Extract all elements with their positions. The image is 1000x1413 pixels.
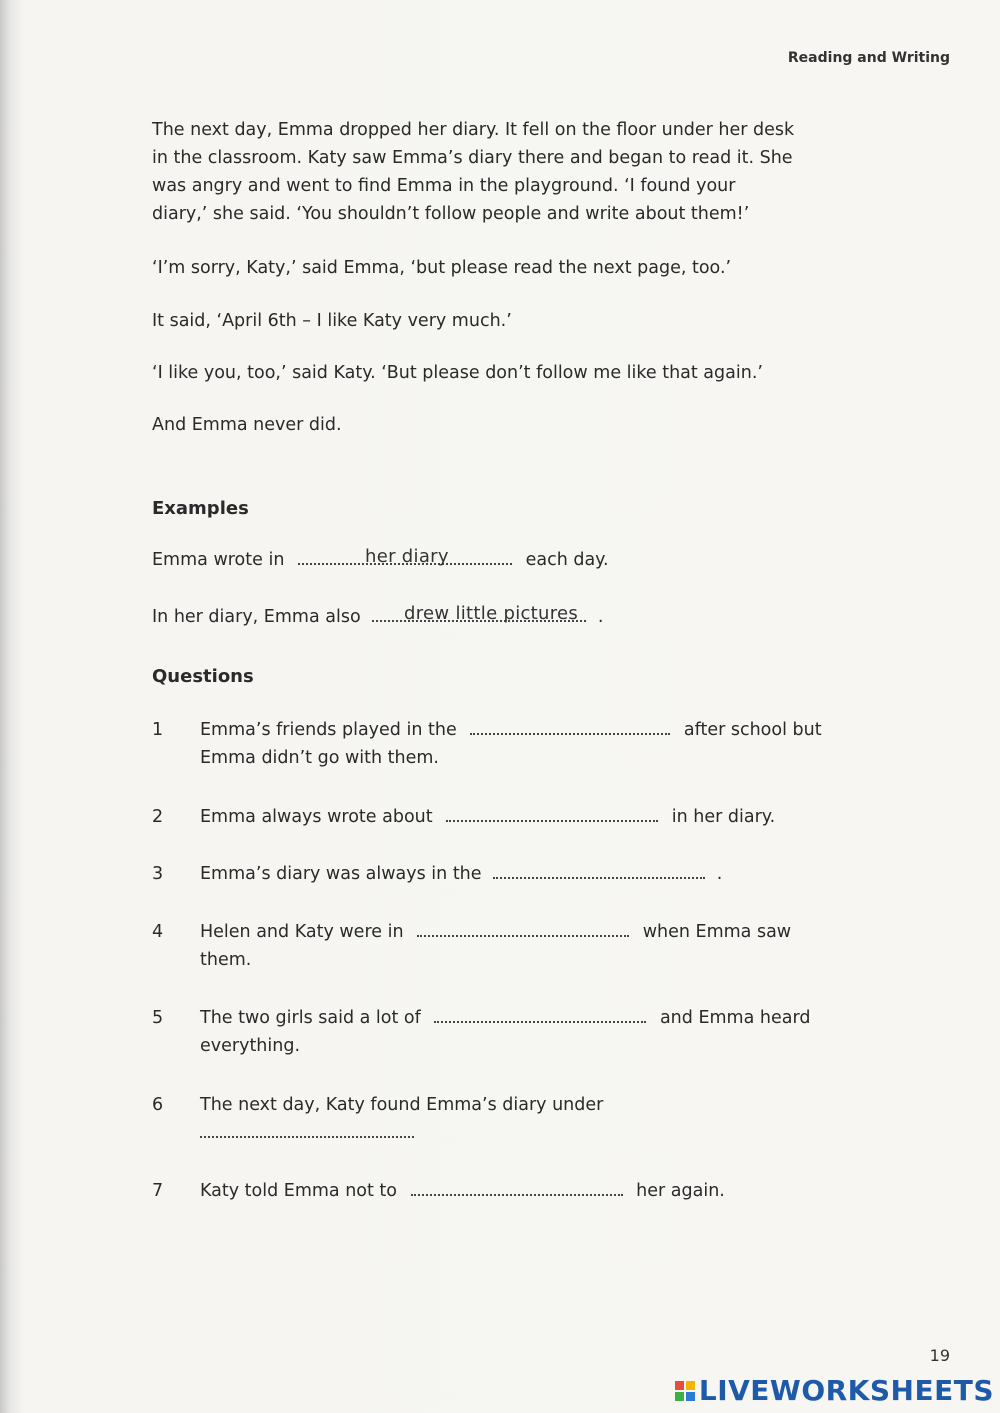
story-line: in the classroom. Katy saw Emma’s diary there and began to read it. She bbox=[152, 148, 793, 168]
story-line: was angry and went to find Emma in the playground. ‘I found your bbox=[152, 176, 736, 196]
question-2 bbox=[152, 803, 872, 831]
story-paragraph-1 bbox=[152, 116, 872, 228]
question-number: 2 bbox=[152, 807, 164, 827]
answer-blank-4[interactable] bbox=[417, 934, 629, 937]
question-text-after: in her diary. bbox=[671, 807, 776, 827]
question-text-after: her again. bbox=[636, 1181, 725, 1201]
story-line: The next day, Emma dropped her diary. It fell on the floor under her desk bbox=[152, 120, 795, 140]
question-text-after: and Emma heard bbox=[659, 1008, 811, 1028]
example-2-after: . bbox=[597, 607, 604, 627]
question-text: The two girls said a lot of bbox=[200, 1008, 421, 1028]
question-text: The next day, Katy found Emma’s diary under bbox=[200, 1095, 604, 1115]
question-number: 6 bbox=[152, 1095, 164, 1115]
liveworksheets-logo[interactable] bbox=[675, 1374, 994, 1407]
question-number: 5 bbox=[152, 1008, 164, 1028]
logo-squares-icon bbox=[675, 1381, 695, 1401]
question-4 bbox=[152, 918, 872, 974]
example-1-answer: her diary bbox=[365, 546, 449, 567]
question-number: 3 bbox=[152, 864, 164, 884]
examples-heading: Examples bbox=[152, 498, 249, 519]
question-text: Katy told Emma not to bbox=[200, 1181, 398, 1201]
question-6 bbox=[152, 1091, 872, 1147]
question-text-after: when Emma saw bbox=[642, 922, 792, 942]
example-2-text: In her diary, Emma also bbox=[152, 607, 361, 627]
example-1-after: each day. bbox=[525, 550, 609, 570]
question-number: 7 bbox=[152, 1181, 164, 1201]
section-header: Reading and Writing bbox=[787, 50, 950, 66]
question-text: Emma’s friends played in the bbox=[200, 720, 457, 740]
question-7 bbox=[152, 1177, 872, 1205]
page-number: 19 bbox=[929, 1346, 950, 1365]
story-line: diary,’ she said. ‘You shouldn’t follow people and write about them!’ bbox=[152, 204, 750, 224]
story-paragraph-2: ‘I’m sorry, Katy,’ said Emma, ‘but please read the next page, too.’ bbox=[152, 258, 732, 278]
story-paragraph-4: ‘I like you, too,’ said Katy. ‘But please don’t follow me like that again.’ bbox=[152, 363, 763, 383]
question-text-line2: Emma didn’t go with them. bbox=[200, 748, 439, 768]
question-text: Emma’s diary was always in the bbox=[200, 864, 482, 884]
question-text: Helen and Katy were in bbox=[200, 922, 404, 942]
question-3 bbox=[152, 860, 872, 888]
question-text-after: . bbox=[716, 864, 723, 884]
logo-text: LIVEWORKSHEETS bbox=[698, 1374, 994, 1407]
question-text-after: after school but bbox=[683, 720, 822, 740]
answer-blank-2[interactable] bbox=[446, 819, 658, 822]
question-text-line2: everything. bbox=[200, 1036, 301, 1056]
story-paragraph-3: It said, ‘April 6th – I like Katy very much.’ bbox=[152, 311, 512, 331]
answer-blank-3[interactable] bbox=[493, 876, 705, 879]
example-2-answer: drew little pictures bbox=[404, 603, 579, 624]
answer-blank-6[interactable] bbox=[200, 1135, 414, 1138]
question-text: Emma always wrote about bbox=[200, 807, 433, 827]
answer-blank-5[interactable] bbox=[434, 1020, 646, 1023]
answer-blank-1[interactable] bbox=[470, 732, 670, 735]
question-text-line2: them. bbox=[200, 950, 252, 970]
story-paragraph-5: And Emma never did. bbox=[152, 415, 342, 435]
question-number: 4 bbox=[152, 922, 164, 942]
questions-heading: Questions bbox=[152, 666, 254, 687]
question-5 bbox=[152, 1004, 872, 1060]
question-number: 1 bbox=[152, 720, 164, 740]
question-1 bbox=[152, 716, 872, 772]
answer-blank-7[interactable] bbox=[411, 1193, 623, 1196]
example-1-text: Emma wrote in bbox=[152, 550, 285, 570]
